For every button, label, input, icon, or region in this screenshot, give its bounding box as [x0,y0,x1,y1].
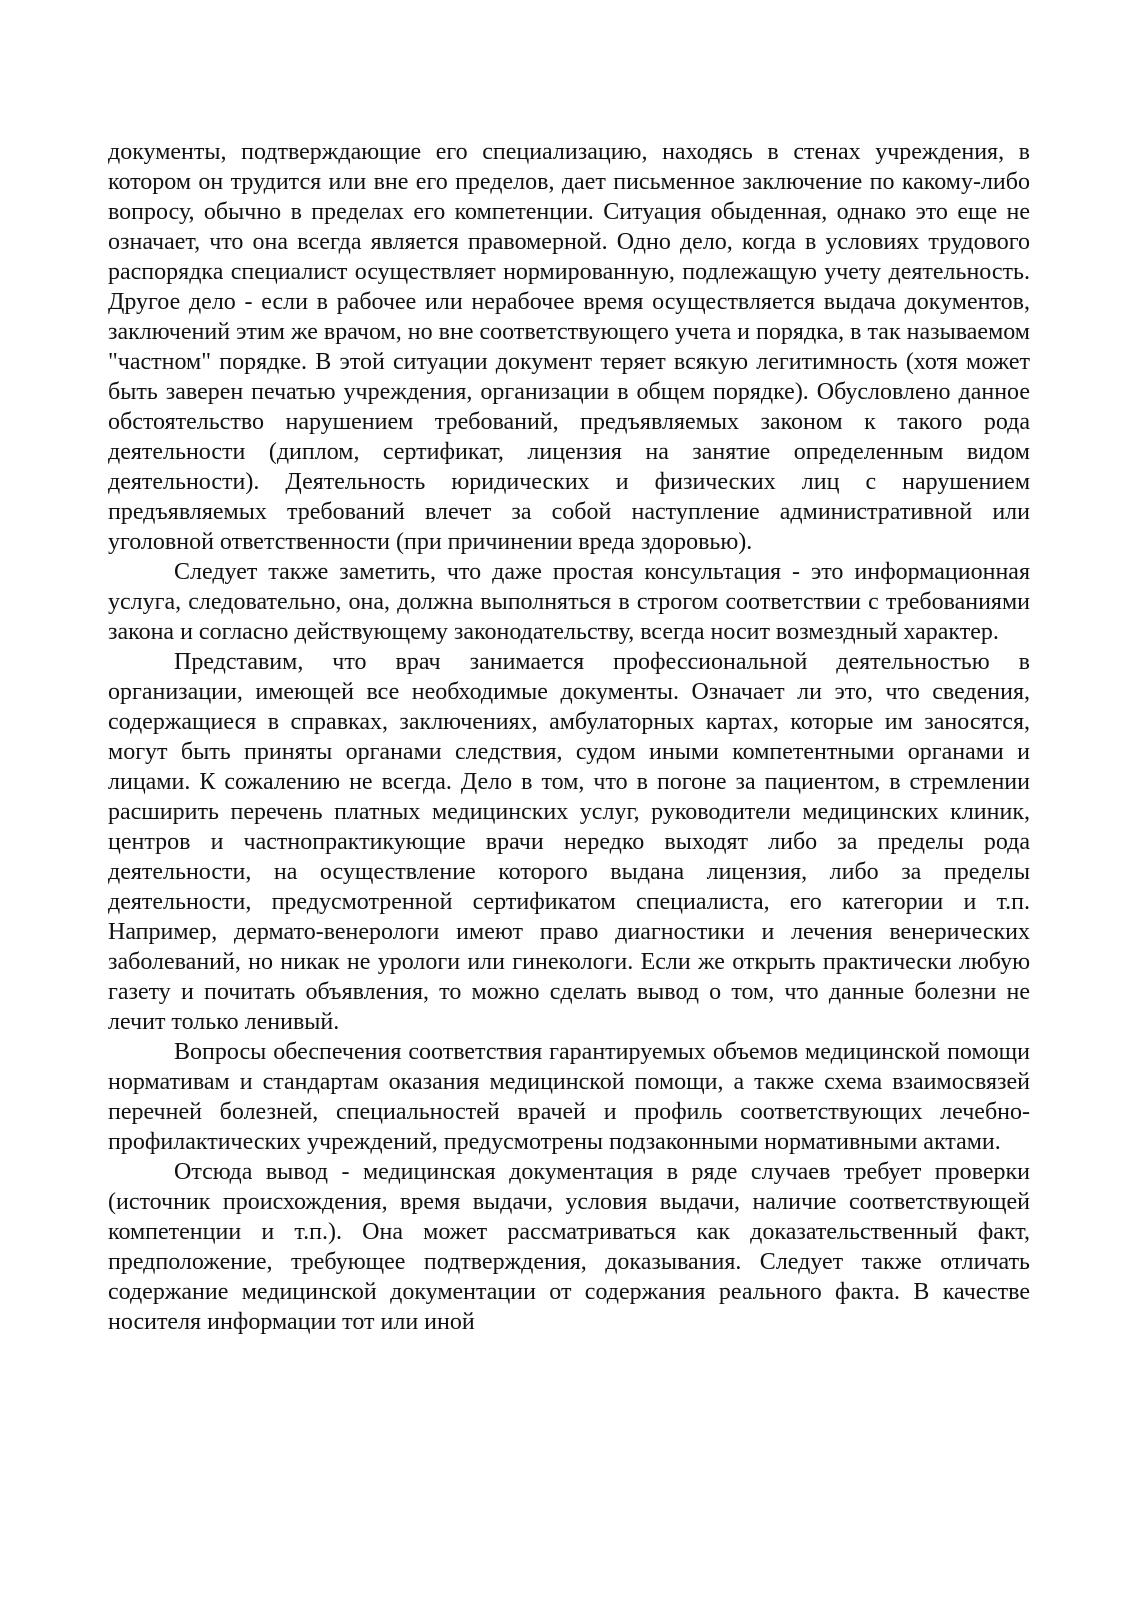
paragraph-doctor-activity: Представим, что врач занимается профессиональной деятельностью в организации, имеющей все необходимые документы. Означает ли это, что сведения, содержащиеся в справках, заключениях, амбулаторных картах, которые им заносятся, могут быть приняты органами следствия, судом иными компетентными органами и лицами. К сожалению не всегда. Дело в том, что в погоне за пациентом, в стремлении расширить перечень платных медицинских услуг, руководители медицинских клиник, центров и частнопрактикующие врачи нередко выходят либо за пределы рода деятельности, на осуществление которого выдана лицензия, либо за пределы деятельности, предусмотренной сертификатом специалиста, его категории и т.п. Например, дермато-венерологи имеют право диагностики и лечения венерических заболеваний, но никак не урологи или гинекологи. Если же открыть практически любую газету и почитать объявления, то можно сделать вывод о том, что данные болезни не лечит только ленивый. [108,649,1030,1035]
paragraph-consultation: Следует также заметить, что даже простая консультация - это информационная услуга, следовательно, она, должна выполняться в строгом соответствии с требованиями закона и согласно действующему законодательству, всегда носит возмездный характер. [108,559,1030,645]
document-body [108,137,1030,1337]
paragraph-conclusion: Отсюда вывод - медицинская документация в ряде случаев требует проверки (источник происхождения, время выдачи, условия выдачи, наличие соответствующей компетенции и т.п.). Она может рассматриваться как доказательственный факт, предположение, требующее подтверждения, доказывания. Следует также отличать содержание медицинской документации от содержания реального факта. В качестве носителя информации тот или иной [108,1159,1030,1335]
paragraph-standards: Вопросы обеспечения соответствия гарантируемых объемов медицинской помощи нормативам и стандартам оказания медицинской помощи, а также схема взаимосвязей перечней болезней, специальностей врачей и профиль соответствующих лечебно-профилактических учреждений, предусмотрены подзаконными нормативными актами. [108,1039,1030,1155]
paragraph-continuation: документы, подтверждающие его специализацию, находясь в стенах учреждения, в котором он трудится или вне его пределов, дает письменное заключение по какому-либо вопросу, обычно в пределах его компетенции. Ситуация обыденная, однако это еще не означает, что она всегда является правомерной. Одно дело, когда в условиях трудового распорядка специалист осуществляет нормированную, подлежащую учету деятельность. Другое дело - если в рабочее или нерабочее время осуществляется выдача документов, заключений этим же врачом, но вне соответствующего учета и порядка, в так называемом "частном" порядке. В этой ситуации документ теряет всякую легитимность (хотя может быть заверен печатью учреждения, организации в общем порядке). Обусловлено данное обстоятельство нарушением требований, предъявляемых законом к такого рода деятельности (диплом, сертификат, лицензия на занятие определенным видом деятельности). Деятельность юридических и физических лиц с нарушением предъявляемых требований влечет за собой наступление административной или уголовной ответственности (при причинении вреда здоровью). [108,139,1030,555]
